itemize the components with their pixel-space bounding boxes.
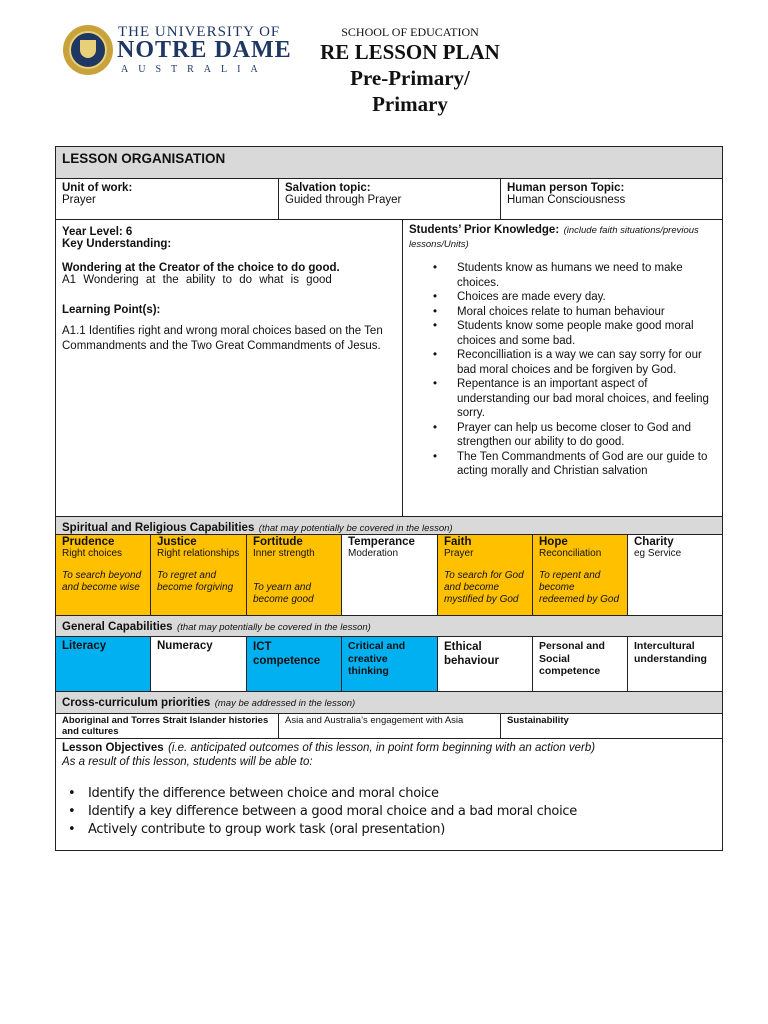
key-understanding-cell <box>55 219 403 517</box>
prior-knowledge-note: (include faith situations/previous lessons/Units) <box>409 225 699 250</box>
learning-points-label: Learning Point(s): <box>62 304 161 316</box>
list-item: • Actively contribute to group work task (oral presentation) <box>68 822 445 837</box>
university-name-line2: NOTRE DAME <box>117 37 292 63</box>
school-name: SCHOOL OF EDUCATION <box>341 25 479 39</box>
cross-curriculum-header <box>55 691 723 714</box>
cross-asia: Asia and Australia’s engagement with Asia <box>278 713 501 739</box>
key-understanding-label: Key Understanding: <box>62 238 172 250</box>
salvation-topic-value: Guided through Prayer <box>285 194 402 206</box>
unit-of-work-label: Unit of work: <box>62 182 133 194</box>
spiritual-capabilities-heading: Spiritual and Religious Capabilities <box>62 522 255 534</box>
capability-fortitude: Fortitude Inner strength To yearn and become good <box>246 534 342 616</box>
general-capabilities-note: (that may potentially be covered in the lesson) <box>177 622 371 633</box>
spiritual-capabilities-note: (that may potentially be covered in the lesson) <box>258 523 453 534</box>
capability-temperance: Temperance Moderation <box>341 534 438 616</box>
lesson-objectives-intro: As a result of this lesson, students will be able to: <box>62 756 313 768</box>
university-name-line1: THE UNIVERSITY OF <box>118 24 281 40</box>
page-title: RE LESSON PLAN <box>320 40 500 64</box>
list-item: • Reconcilliation is a way we can say sorry for our bad moral choices and be forgiven by God. <box>433 349 702 376</box>
general-capabilities-heading: General Capabilities <box>62 621 173 633</box>
list-item: • Choices are made every day. <box>433 291 606 303</box>
salvation-topic-cell <box>278 178 501 220</box>
cross-curriculum-heading: Cross-curriculum priorities <box>62 697 211 709</box>
cross-curriculum-note: (may be addressed in the lesson) <box>214 698 356 709</box>
list-item: • Identify the difference between choice and moral choice <box>68 786 439 801</box>
human-person-topic-label: Human person Topic: <box>507 182 625 194</box>
general-numeracy: Numeracy <box>150 636 247 692</box>
cross-sustainability: Sustainability <box>500 713 723 739</box>
spiritual-capabilities-header <box>55 516 723 535</box>
human-person-topic-value: Human Consciousness <box>507 194 626 206</box>
key-understanding-text: A1 Wondering at the ability to do what is good <box>62 274 332 286</box>
capability-charity: Charity eg Service <box>627 534 723 616</box>
unit-of-work-value: Prayer <box>62 194 96 206</box>
general-ethical-behaviour: Ethical behaviour <box>437 636 533 692</box>
general-ict: ICT competence <box>246 636 342 692</box>
capability-faith: Faith Prayer To search for God and become mystified by God <box>437 534 533 616</box>
prior-knowledge-cell <box>402 219 723 517</box>
page-subtitle-line1: Pre-Primary/ <box>350 66 470 90</box>
university-name-line3: AUSTRALIA <box>121 64 268 75</box>
prior-knowledge-label: Students’ Prior Knowledge: <box>409 224 560 236</box>
lesson-objectives-label: Lesson Objectives <box>62 742 164 754</box>
general-personal-social: Personal and Social competence <box>532 636 628 692</box>
key-understanding-bold: Wondering at the Creator of the choice to do good. <box>62 262 340 274</box>
list-item: • Identify a key difference between a good moral choice and a bad moral choice <box>68 804 577 819</box>
unit-of-work-cell <box>55 178 279 220</box>
lesson-objectives-cell <box>55 738 723 851</box>
list-item: • Moral choices relate to human behaviour <box>433 305 665 318</box>
list-item: • The Ten Commandments of God are our guide to acting morally and Christian salvation <box>433 450 708 477</box>
lesson-objectives-list <box>62 785 716 839</box>
lesson-objectives-note: (i.e. anticipated outcomes of this lesson, in point form beginning with an action verb) <box>168 742 596 754</box>
year-level: Year Level: 6 <box>62 226 133 238</box>
list-item: • Students know some people make good moral choices and some bad. <box>433 320 694 347</box>
list-item: • Prayer can help us become closer to God and strengthen our ability to do good. <box>433 421 691 448</box>
salvation-topic-label: Salvation topic: <box>285 182 371 194</box>
human-person-topic-cell <box>500 178 723 220</box>
general-capabilities-header <box>55 615 723 637</box>
capability-hope: Hope Reconciliation To repent and become redeemed by God <box>532 534 628 616</box>
general-intercultural: Intercultural understanding <box>627 636 723 692</box>
lesson-organisation-heading: LESSON ORGANISATION <box>62 151 226 166</box>
lesson-organisation-header <box>55 146 723 179</box>
page-subtitle-line2: Primary <box>372 92 448 116</box>
general-critical-thinking: Critical and creative thinking <box>341 636 438 692</box>
prior-knowledge-list <box>409 261 716 479</box>
general-literacy: Literacy <box>55 636 151 692</box>
capability-prudence: Prudence Right choices To search beyond and become wise <box>55 534 151 616</box>
learning-points-text: A1.1 Identifies right and wrong moral choices based on the Ten Commandments and the Two Great Commandments of Jesus. <box>62 325 383 352</box>
list-item: • Students know as humans we need to make choices. <box>433 262 683 289</box>
list-item: • Repentance is an important aspect of understanding our bad moral choices, and feeling sorry. <box>433 378 709 419</box>
capability-justice: Justice Right relationships To regret and become forgiving <box>150 534 247 616</box>
shield-icon <box>80 40 96 58</box>
cross-aboriginal: Aboriginal and Torres Strait Islander histories and cultures <box>55 713 279 739</box>
